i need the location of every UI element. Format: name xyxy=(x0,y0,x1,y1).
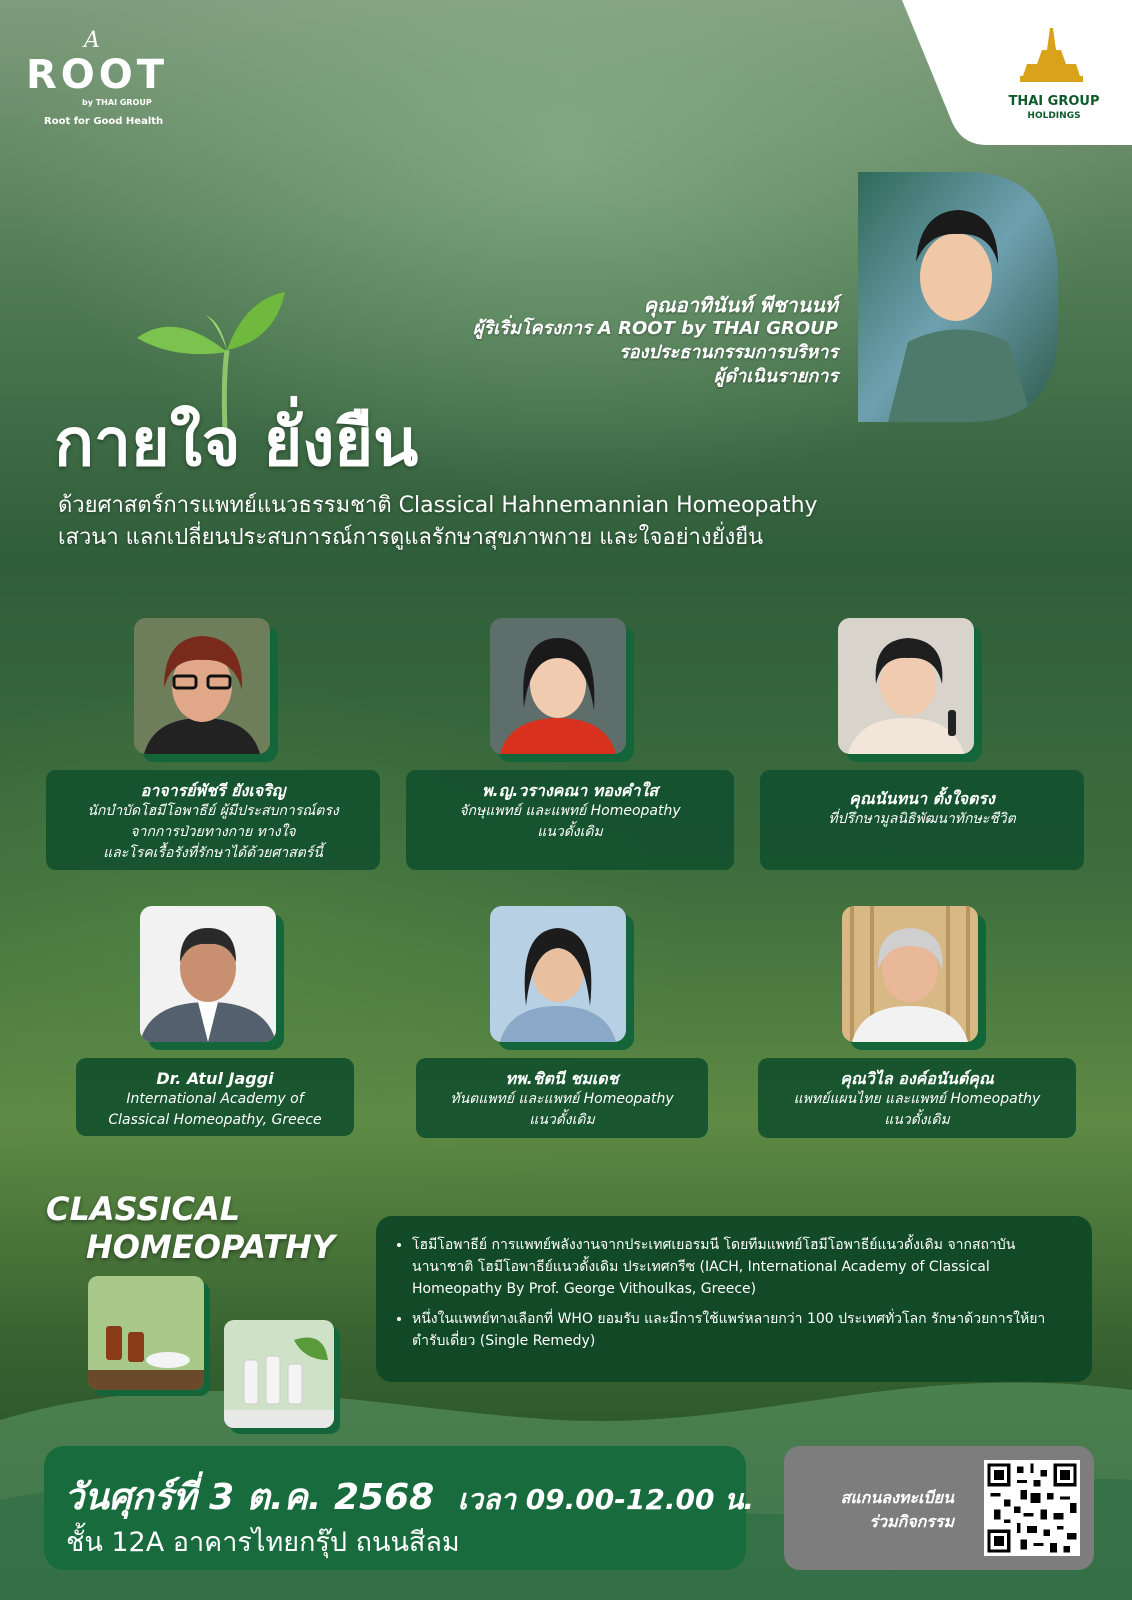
host-role-2: รองประธานกรรมการบริหาร xyxy=(619,342,838,363)
registration-line-1: สแกนลงทะเบียน xyxy=(840,1488,954,1507)
host-info xyxy=(473,293,838,389)
logo-a-letter: A xyxy=(84,28,100,53)
speaker-desc: นักบำบัดโฮมีโอพาธีย์ ผู้มีประสบการณ์ตรง xyxy=(87,803,339,819)
classical-homeopathy-heading xyxy=(46,1190,335,1266)
registration-line-2: ร่วมกิจกรรม xyxy=(869,1512,954,1531)
subtitle-line-1: ด้วยศาสตร์การแพทย์แนวธรรมชาติ Classical Hahnemannian Homeopathy xyxy=(58,493,818,518)
speaker-desc: แนวดั้งเดิม xyxy=(529,1112,595,1128)
registration-label xyxy=(804,1486,954,1534)
host-role-3: ผู้ดำเนินรายการ xyxy=(713,366,838,387)
event-time: เวลา 09.00-12.00 น. xyxy=(457,1483,754,1516)
logo-root-word: ROOT xyxy=(26,52,169,98)
speaker-photo xyxy=(842,906,978,1042)
speaker-desc: Classical Homeopathy, Greece xyxy=(108,1112,322,1128)
speaker-name: คุณนันทนา ตั้งใจตรง xyxy=(849,789,995,808)
registration-box[interactable] xyxy=(784,1446,1094,1570)
main-title: กายใจ ยั่งยืน xyxy=(54,404,419,481)
subtitle-line-2: เสวนา แลกเปลี่ยนประสบการณ์การดูแลรักษาสุขภาพกาย และใจอย่างยั่งยืน xyxy=(58,525,764,550)
thaigroup-name: THAI GROUP xyxy=(1008,94,1100,109)
speaker-desc: แพทย์แผนไทย และแพทย์ Homeopathy xyxy=(793,1091,1041,1107)
speaker-desc: จักษุแพทย์ และแพทย์ Homeopathy xyxy=(459,803,681,819)
speaker-desc: แนวดั้งเดิม xyxy=(884,1112,950,1128)
speaker-name: พ.ญ.วรางคณา ทองคำใส xyxy=(481,781,659,800)
speaker-card xyxy=(76,1058,354,1136)
speaker-photo xyxy=(140,906,276,1042)
homeopathy-info-box xyxy=(376,1216,1092,1382)
thaigroup-logo-panel xyxy=(902,0,1132,145)
remedy-vials-image xyxy=(224,1320,334,1428)
info-bullet: • โฮมีโอพาธีย์ การแพทย์พลังงานจากประเทศเยอรมนี โดยทีมแพทย์โฮมีโอพาธีย์แนวดั้งเดิม จากสถาบันนานาชาติ โฮมีโอพาธีย์แนวดั้งเดิม ประเทศกรีซ (IACH, International Academy of Classical Homeopathy By Prof. George Vithoulkas, Greece) xyxy=(412,1234,1072,1300)
subtitle xyxy=(58,490,818,554)
logo-tagline: Root for Good Health xyxy=(44,116,164,127)
speaker-card xyxy=(406,770,734,870)
host-photo xyxy=(858,172,1058,422)
speaker-name: อาจารย์พัชรี ยังเจริญ xyxy=(140,781,286,800)
speaker-desc: International Academy of xyxy=(126,1091,304,1107)
speaker-name: คุณวิไล องค์อนันต์คุณ xyxy=(840,1069,994,1088)
speaker-desc: ที่ปรึกษามูลนิธิพัฒนาทักษะชีวิต xyxy=(828,811,1016,827)
homeopathy-word: HOMEOPATHY xyxy=(86,1228,335,1266)
speaker-card xyxy=(46,770,380,870)
speaker-desc: ทันตแพทย์ และแพทย์ Homeopathy xyxy=(450,1091,674,1107)
speaker-desc: และโรคเรื้อรังที่รักษาได้ด้วยศาสตร์นี้ xyxy=(103,845,323,861)
speaker-photo xyxy=(838,618,974,754)
remedy-bottles-image xyxy=(88,1276,204,1390)
info-bullet: • หนึ่งในแพทย์ทางเลือกที่ WHO ยอมรับ และมีการใช้แพร่หลายกว่า 100 ประเทศทั่วโลก รักษาด้วยการให้ยาตำรับเดี่ยว (Single Remedy) xyxy=(412,1308,1072,1352)
qr-code[interactable] xyxy=(984,1460,1080,1556)
speaker-desc: จากการป่วยทางกาย ทางใจ xyxy=(130,824,296,840)
speaker-card xyxy=(758,1058,1076,1138)
speaker-card xyxy=(416,1058,708,1138)
event-venue: ชั้น 12A อาคารไทยกรุ๊ป ถนนสีลม xyxy=(66,1527,460,1558)
thaigroup-holdings: HOLDINGS xyxy=(1027,111,1081,121)
speaker-photo xyxy=(134,618,270,754)
event-date-box xyxy=(44,1446,754,1570)
speaker-card xyxy=(760,770,1084,870)
speaker-desc: แนวดั้งเดิม xyxy=(537,824,603,840)
speaker-photo xyxy=(490,618,626,754)
logo-by-text: by THAI GROUP xyxy=(82,98,152,107)
event-date: วันศุกร์ที่ 3 ต.ค. 2568 xyxy=(64,1477,435,1518)
speaker-name: Dr. Atul Jaggi xyxy=(156,1069,274,1088)
host-name: คุณอาทินันท์ พีชานนท์ xyxy=(643,293,838,317)
speaker-name: ทพ.ชิตนี ชมเดช xyxy=(505,1069,619,1088)
host-role-1: ผู้ริเริ่มโครงการ A ROOT by THAI GROUP xyxy=(472,318,838,339)
date-time-line xyxy=(64,1468,754,1525)
classical-word: CLASSICAL xyxy=(46,1190,241,1228)
speaker-photo xyxy=(490,906,626,1042)
